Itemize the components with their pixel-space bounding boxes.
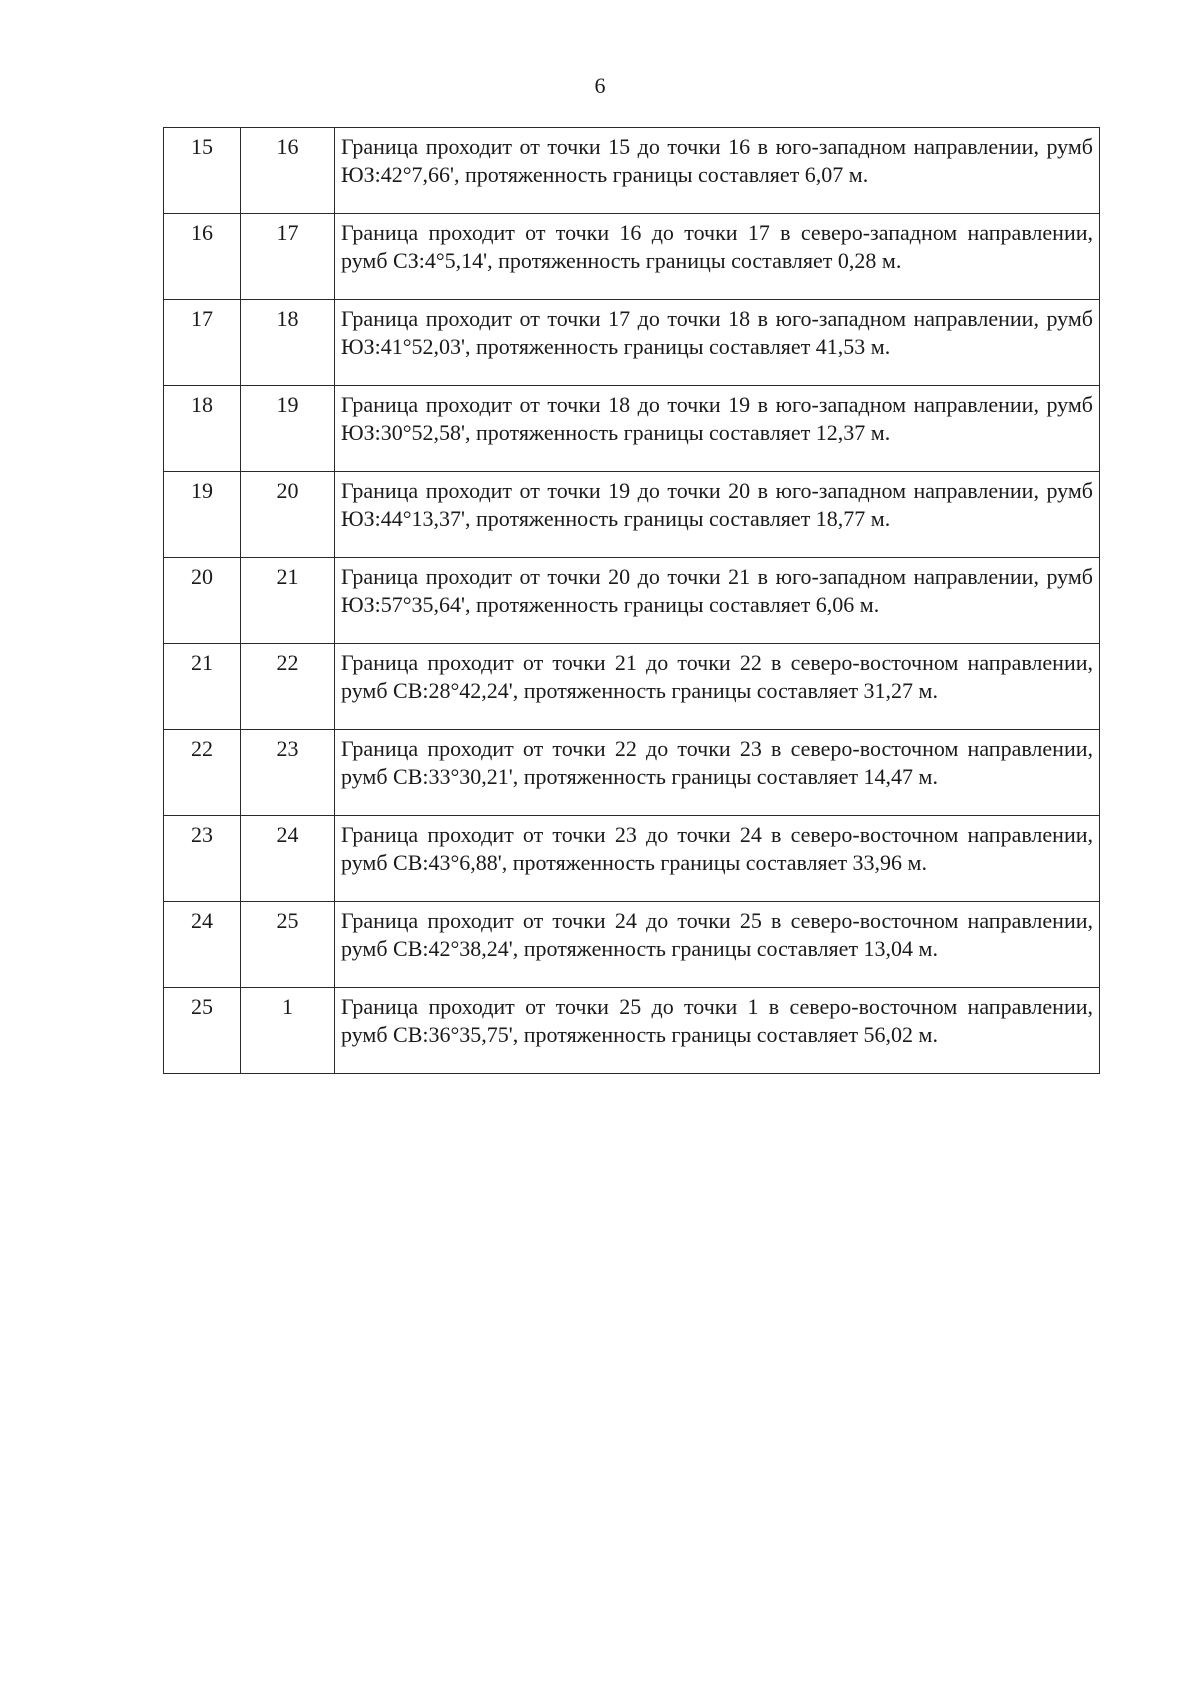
table-row [164, 128, 1100, 214]
page-number: 6 [594, 73, 606, 98]
point-from: 16 [164, 214, 241, 300]
table-row [164, 214, 1100, 300]
point-from: 25 [164, 988, 241, 1074]
point-from: 24 [164, 902, 241, 988]
point-to: 18 [241, 300, 335, 386]
table-row [164, 644, 1100, 730]
point-to: 24 [241, 816, 335, 902]
boundary-description: Граница проходит от точки 17 до точки 18 в юго-западном направлении, румб ЮЗ:41°52,03', протяженность границы составляет 41,53 м. [335, 300, 1100, 386]
boundary-description: Граница проходит от точки 25 до точки 1 в северо-восточном направлении, румб СВ:36°35,75', протяженность границы составляет 56,02 м. [335, 988, 1100, 1074]
point-from: 17 [164, 300, 241, 386]
table-row [164, 386, 1100, 472]
point-to: 17 [241, 214, 335, 300]
boundary-description: Граница проходит от точки 19 до точки 20 в юго-западном направлении, румб ЮЗ:44°13,37', протяженность границы составляет 18,77 м. [335, 472, 1100, 558]
boundary-description: Граница проходит от точки 23 до точки 24 в северо-восточном направлении, румб СВ:43°6,88', протяженность границы составляет 33,96 м. [335, 816, 1100, 902]
point-to: 23 [241, 730, 335, 816]
point-to: 16 [241, 128, 335, 214]
boundary-description: Граница проходит от точки 15 до точки 16 в юго-западном направлении, румб ЮЗ:42°7,66', протяженность границы составляет 6,07 м. [335, 128, 1100, 214]
point-to: 25 [241, 902, 335, 988]
point-to: 21 [241, 558, 335, 644]
table-row [164, 988, 1100, 1074]
table-row [164, 558, 1100, 644]
point-to: 1 [241, 988, 335, 1074]
table-row [164, 730, 1100, 816]
boundary-description: Граница проходит от точки 20 до точки 21 в юго-западном направлении, румб ЮЗ:57°35,64', протяженность границы составляет 6,06 м. [335, 558, 1100, 644]
boundary-description: Граница проходит от точки 22 до точки 23 в северо-восточном направлении, румб СВ:33°30,21', протяженность границы составляет 14,47 м. [335, 730, 1100, 816]
point-from: 18 [164, 386, 241, 472]
boundary-description: Граница проходит от точки 16 до точки 17 в северо-западном направлении, румб СЗ:4°5,14', протяженность границы составляет 0,28 м. [335, 214, 1100, 300]
table-row [164, 472, 1100, 558]
boundary-table [163, 127, 1100, 1074]
table-row [164, 816, 1100, 902]
point-from: 15 [164, 128, 241, 214]
point-from: 23 [164, 816, 241, 902]
boundary-description: Граница проходит от точки 24 до точки 25 в северо-восточном направлении, румб СВ:42°38,24', протяженность границы составляет 13,04 м. [335, 902, 1100, 988]
point-from: 19 [164, 472, 241, 558]
table-row [164, 902, 1100, 988]
table-row [164, 300, 1100, 386]
boundary-description: Граница проходит от точки 21 до точки 22 в северо-восточном направлении, румб СВ:28°42,24', протяженность границы составляет 31,27 м. [335, 644, 1100, 730]
point-from: 22 [164, 730, 241, 816]
point-to: 19 [241, 386, 335, 472]
point-to: 22 [241, 644, 335, 730]
point-from: 21 [164, 644, 241, 730]
point-from: 20 [164, 558, 241, 644]
point-to: 20 [241, 472, 335, 558]
boundary-description: Граница проходит от точки 18 до точки 19 в юго-западном направлении, румб ЮЗ:30°52,58', протяженность границы составляет 12,37 м. [335, 386, 1100, 472]
